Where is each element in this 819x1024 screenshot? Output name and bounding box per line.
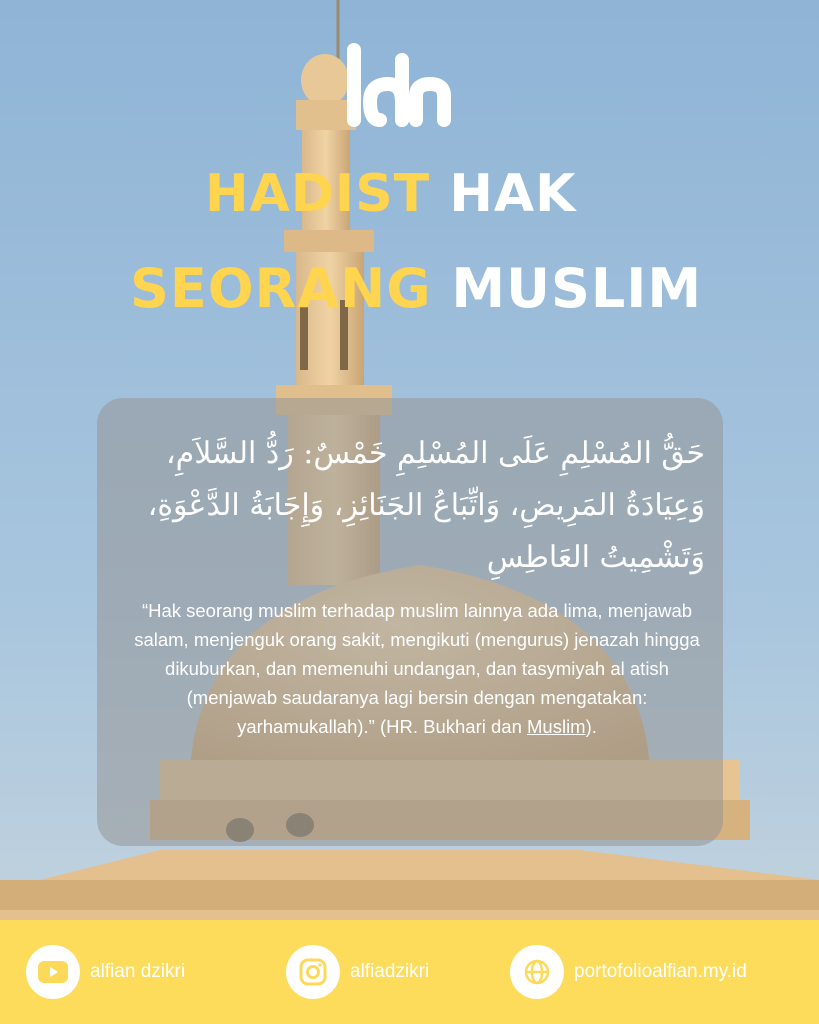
title-text: MUSLIM xyxy=(451,257,703,320)
title-text: HAK xyxy=(449,164,577,224)
title-highlight: SEORANG xyxy=(130,257,432,320)
translation-link[interactable]: Muslim xyxy=(527,716,586,737)
title-line-2 xyxy=(130,257,819,320)
instagram-icon xyxy=(286,945,340,999)
globe-icon xyxy=(510,945,564,999)
title-line-1 xyxy=(205,164,819,224)
hadith-arabic: حَقُّ المُسْلِمِ عَلَى المُسْلِمِ خَمْسٌ: رَدُّ السَّلاَمِ، وَعِيَادَةُ المَرِيضِ، وَاتِّبَاعُ الجَنَائِزِ، وَإِجَابَةُ الدَّعْوَةِ، وَتَشْمِيتُ العَاطِسِ xyxy=(147,436,705,575)
youtube-icon xyxy=(26,945,80,999)
instagram-label: alfiadzikri xyxy=(350,961,430,982)
youtube-label: alfian dzikri xyxy=(90,961,186,982)
website-label: portofolioalfian.my.id xyxy=(574,961,747,982)
translation-end: ). xyxy=(585,716,597,737)
title-highlight: HADIST xyxy=(205,164,431,224)
website-link[interactable] xyxy=(510,945,747,999)
instagram-link[interactable] xyxy=(286,945,429,999)
hadith-translation xyxy=(122,596,712,741)
translation-text: “Hak seorang muslim terhadap muslim lainnya ada lima, menjawab salam, menjenguk orang sakit, mengikuti (mengurus) jenazah hingga dikuburkan, dan memenuhi undangan, dan tasymiyah al atish (menjawab saudaranya lagi bersin dengan mengatakan: yarhamukallah).” (HR. Bukhari dan xyxy=(134,600,700,737)
logo-icon xyxy=(340,40,455,130)
youtube-link[interactable] xyxy=(26,945,185,999)
